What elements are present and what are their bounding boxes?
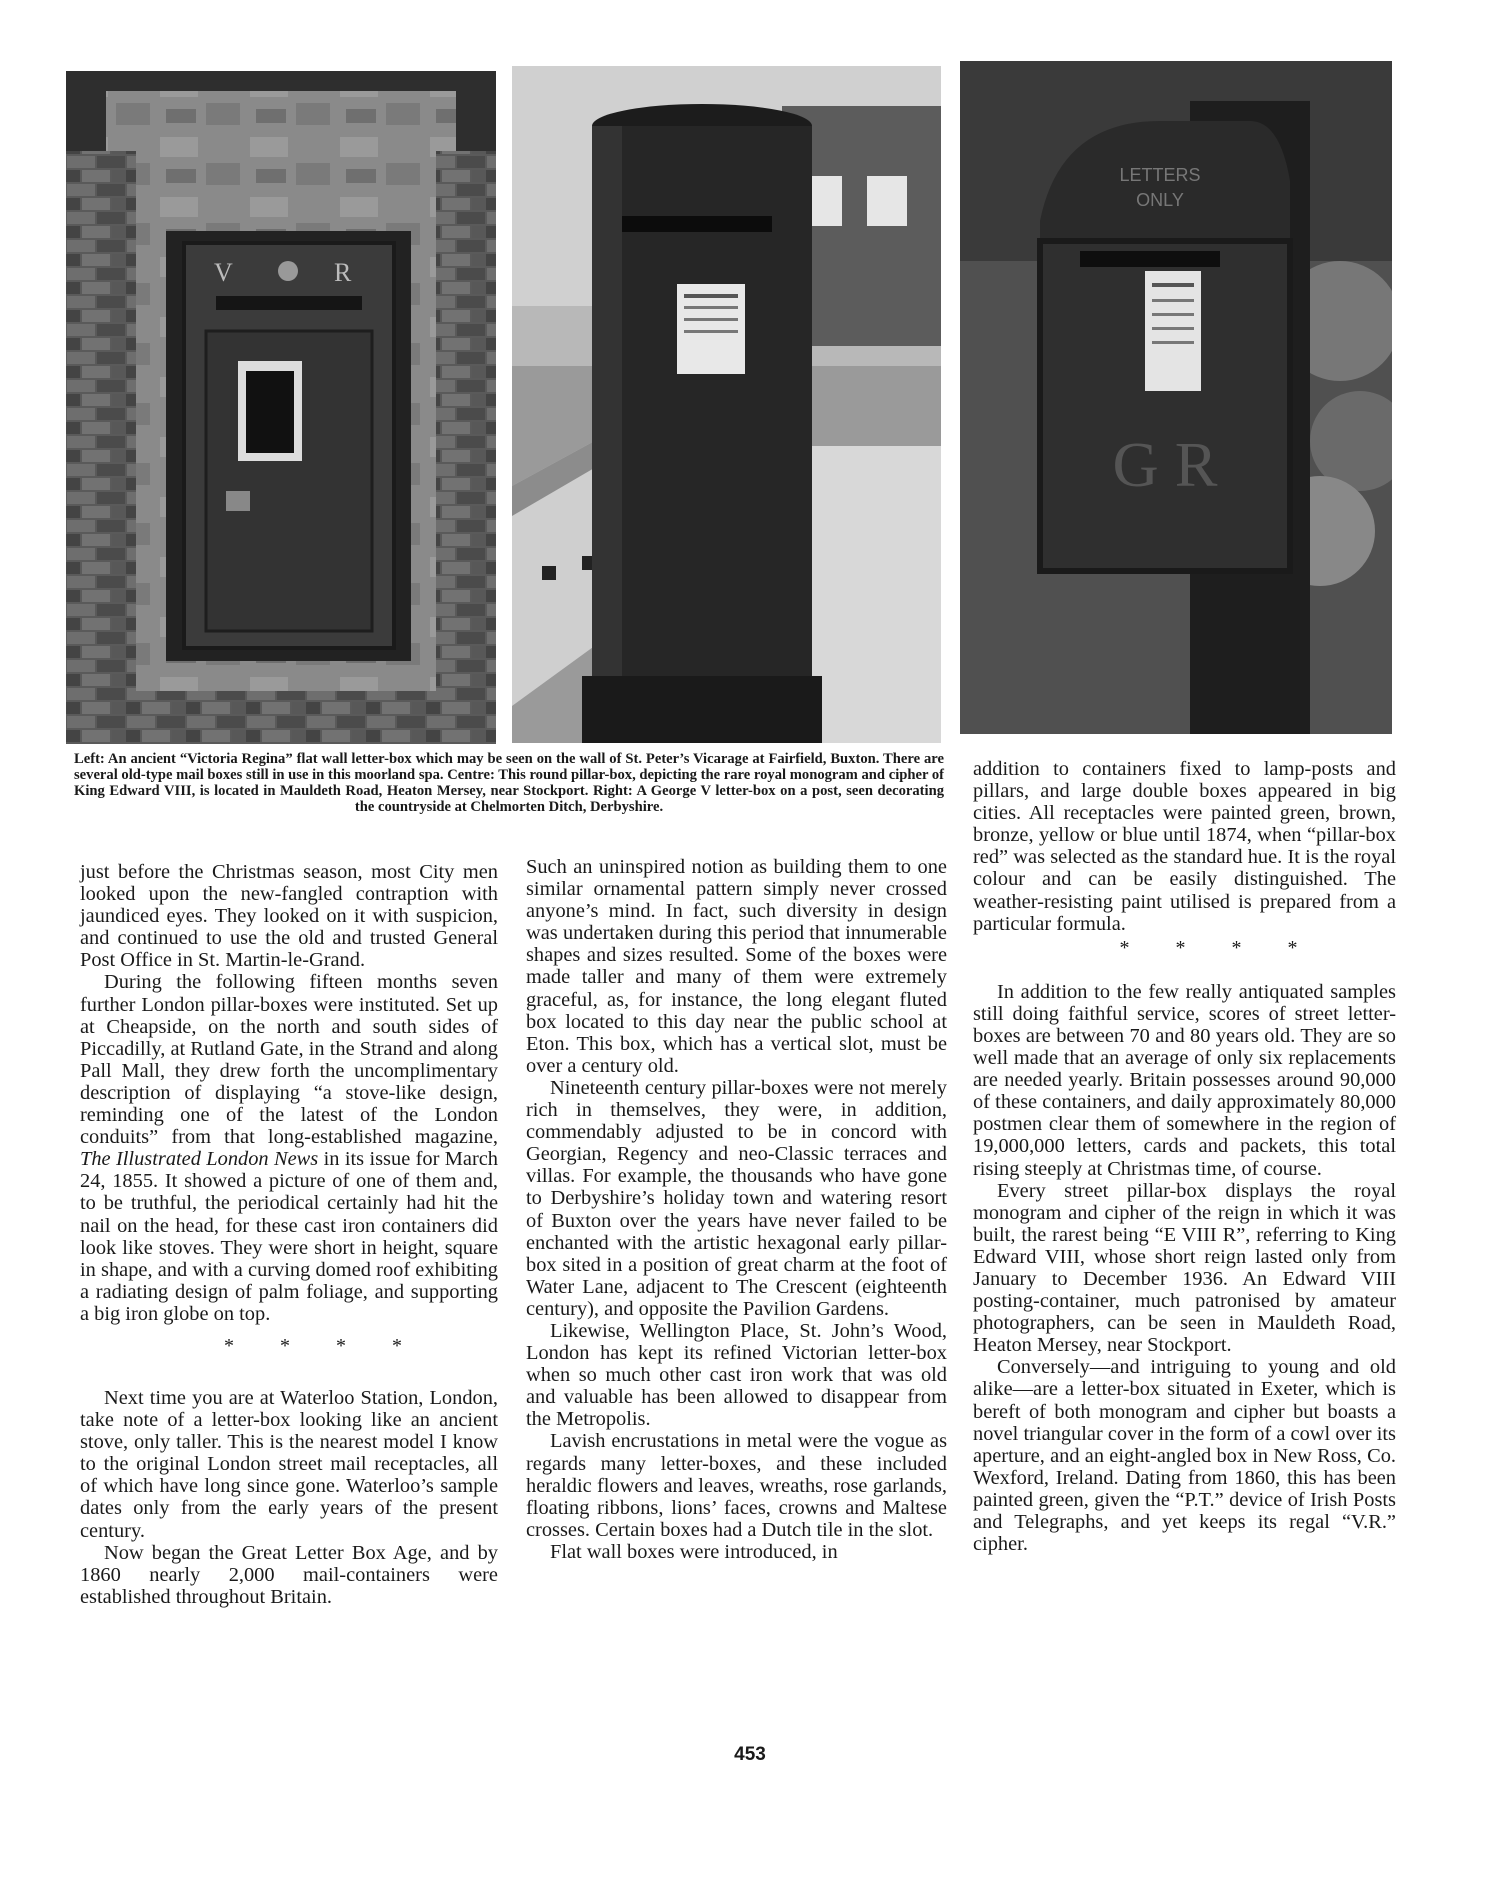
text-column-3 (973, 758, 1396, 1555)
section-divider: * * * * (1119, 936, 1298, 959)
plate-line-1: LETTERS (1119, 165, 1201, 185)
paragraph: Nineteenth century pillar-boxes were not merely rich in themselves, they were, in addition, commendably adjusted to be in concord with Georgian, Regency and neo-Classic terraces and villas. For example, the thousands who have gone to Derbyshire’s holiday town and watering resort of Buxton over the years have never failed to be enchanted with the artistic hexagonal early pillar-box sited in a position of great charm at the foot of Water Lane, adjacent to The Crescent (eighteenth century), and opposite the Pavilion Gardens. (526, 1076, 947, 1320)
photo-victoria-wall-box (66, 71, 496, 744)
cipher-right: R (334, 258, 352, 287)
paragraph: Likewise, Wellington Place, St. John’s Wood, London has kept its refined Victorian letter-box when so much other cast iron work that was old and valuable has been allowed to disappear from the Metropolis. (526, 1319, 947, 1431)
paragraph: Lavish encrustations in metal were the vogue as regards many letter-boxes, and these included heraldic flowers and leaves, wreaths, rose garlands, floating ribbons, lions’ faces, crowns and Maltese crosses. Certain boxes had a Dutch tile in the slot. (526, 1430, 947, 1541)
paragraph-text: in its issue for March 24, 1855. It showed a picture of one of them and, to be truthful, the periodical certainly had hit the nail on the head, for these cast iron containers did look like stoves. They were short in height, square in shape, and with a curving domed roof exhibiting a radiating design of palm foliage, and supporting a big iron globe on top. (80, 1148, 498, 1325)
paragraph (80, 971, 498, 1325)
paragraph: Every street pillar-box displays the royal monogram and cipher of the reign in which it was built, the rarest being “E VIII R”, referring to King Edward VIII, whose short reign lasted only from January to December 1936. An Edward VIII posting-container, much patronised by amateur photographers, can be seen in Mauldeth Road, Heaton Mersey, near Stockport. (973, 1179, 1396, 1357)
photo-george-v-post-box (960, 61, 1392, 734)
text-column-1 (80, 861, 498, 1608)
photo-pillar-box (512, 66, 941, 743)
paragraph: Conversely—and intriguing to young and old alike—are a letter-box situated in Exeter, which is bereft of both monogram and cipher but boasts a novel triangular cover in the form of a cowl over its aperture, and an eight-angled box in New Ross, Co. Wexford, Ireland. Dating from 1860, this has been painted green, given the “P.T.” device of Irish Posts and Telegraphs, and yet keeps its regal “V.R.” cipher. (973, 1356, 1396, 1556)
paragraph: In addition to the few really antiquated samples still doing faithful service, scores of street letter-boxes are between 70 and 80 years old. They are so well made that an average of only six replacements are needed yearly. Britain possesses around 90,000 of these containers, and daily approximately 80,000 postmen clear them of somewhere in the region of 19,000,000 letters, cards and packets, this total rising steeply at Christmas time, of course. (973, 980, 1396, 1180)
page-number: 453 (734, 1744, 766, 1765)
magazine-title: The Illustrated London News (80, 1148, 319, 1171)
section-divider: * * * * (224, 1334, 402, 1357)
paragraph: addition to containers fixed to lamp-posts and pillars, and large double boxes appeared in big cities. All receptacles were painted green, brown, bronze, yellow or blue until 1874, when “pillar-box red” was selected as the standard hue. It is the royal colour and can be easily distinguished. The weather-resisting paint utilised is prepared from a particular formula. (973, 758, 1396, 935)
paragraph: Next time you are at Waterloo Station, London, take note of a letter-box looking like an ancient stove, only taller. This is the nearest model I know to the original London street mail receptacles, all of which have long since gone. Waterloo’s sample dates only from the early years of the present century. (80, 1386, 498, 1542)
plate-line-2: ONLY (1136, 190, 1184, 210)
cipher-left: V (214, 258, 233, 287)
cipher-george-v: G R (1112, 429, 1218, 500)
paragraph: Flat wall boxes were introduced, in (550, 1540, 838, 1563)
paragraph: Such an uninspired notion as building them to one similar ornamental pattern simply never crossed anyone’s mind. In fact, such diversity in design was undertaken during this period that innumerable shapes and sizes resulted. Some of the boxes were made taller and many of them were extremely graceful, as, for instance, the long elegant fluted box located to this day near the public school at Eton. This box, which has a vertical slot, must be over a century old. (526, 856, 947, 1077)
text-column-2 (526, 856, 947, 1563)
photo-caption: Left: An ancient “Victoria Regina” flat wall letter-box which may be seen on the wall of St. Peter’s Vicarage at Fairfield, Buxton. There are several old-type mail boxes still in use in this moorland spa. Centre: This round pillar-box, depicting the rare royal monogram and cipher of King Edward VIII, is located in Mauldeth Road, Heaton Mersey, near Stockport. Right: A George V letter-box on a post, seen decorating the countryside at Chelmorten Ditch, Derbyshire. (74, 751, 944, 815)
paragraph: just before the Christmas season, most City men looked upon the new-fangled contraption with jaundiced eyes. They looked on it with suspicion, and continued to use the old and trusted General Post Office in St. Martin-le-Grand. (80, 861, 498, 972)
paragraph: Now began the Great Letter Box Age, and by 1860 nearly 2,000 mail-containers were established throughout Britain. (80, 1541, 498, 1608)
paragraph-text: During the following fifteen months seven further London pillar-boxes were instituted. Set up at Cheapside, on the north and south sides of Piccadilly, at Rutland Gate, in the Strand and along Pall Mall, they drew forth the uncomplimentary description of displaying “a stove-like design, reminding one of the latest of the London conduits” from that long-established magazine, (80, 971, 498, 1149)
